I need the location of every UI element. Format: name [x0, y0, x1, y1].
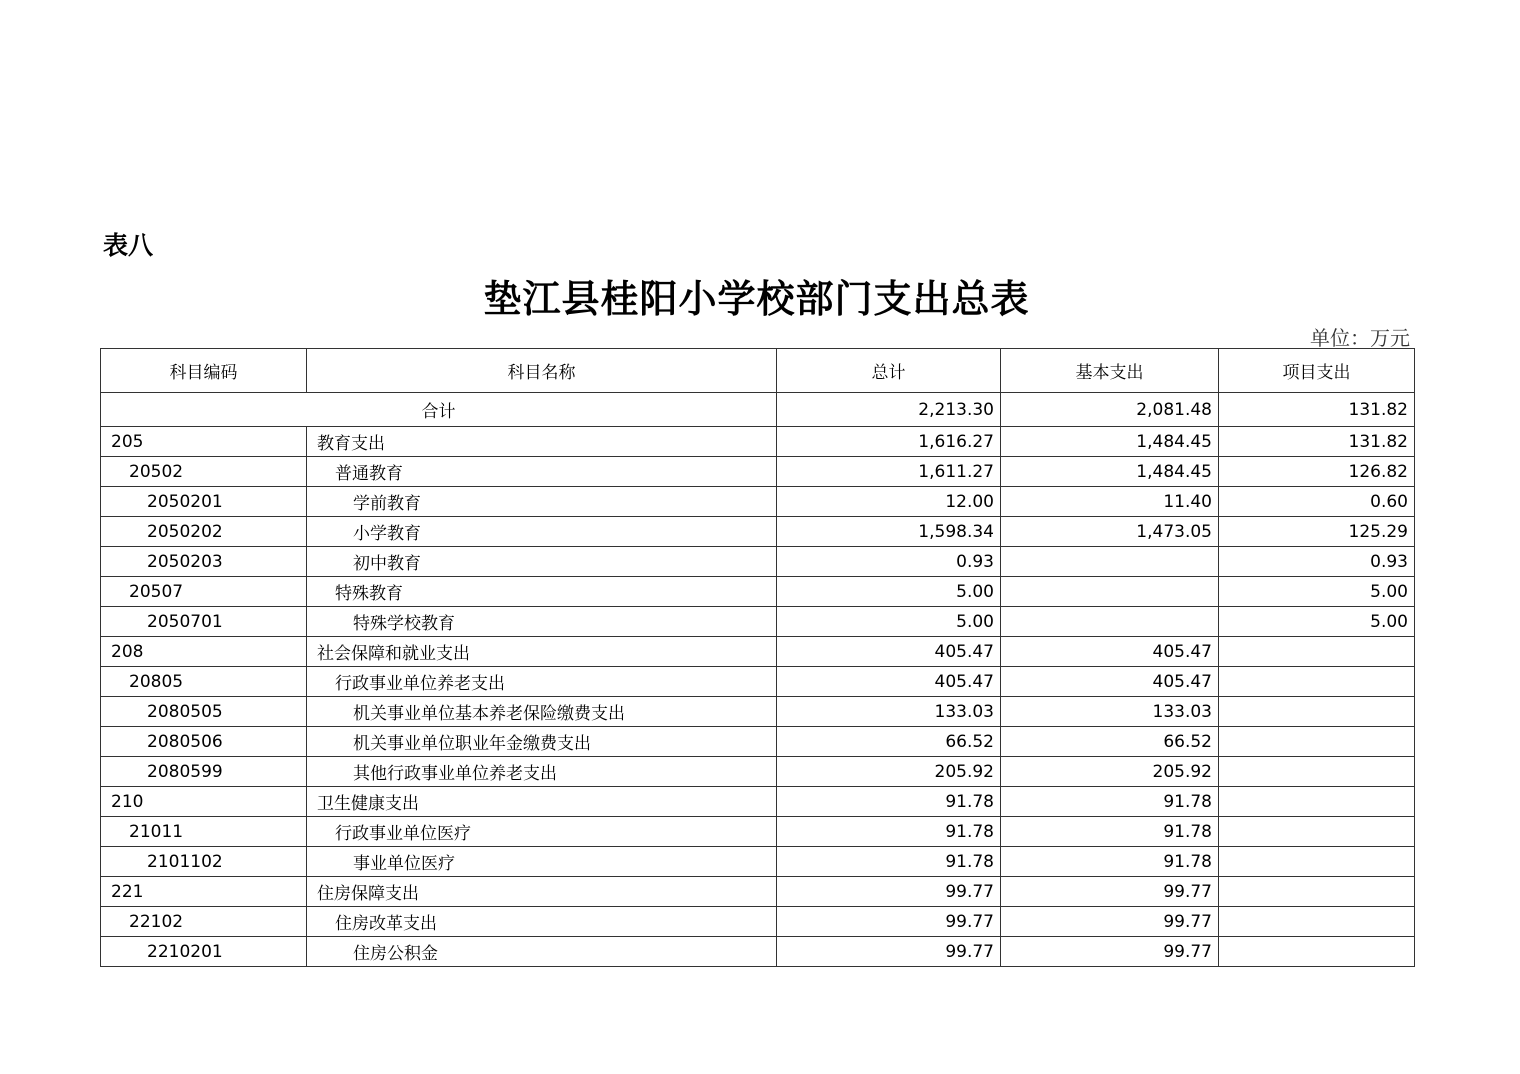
project-cell	[1219, 667, 1415, 697]
name-cell: 行政事业单位医疗	[307, 817, 777, 847]
total-label: 合计	[101, 393, 777, 427]
name-cell: 小学教育	[307, 517, 777, 547]
name-cell: 特殊教育	[307, 577, 777, 607]
basic-cell	[1001, 547, 1219, 577]
basic-cell: 99.77	[1001, 937, 1219, 967]
total-cell: 91.78	[777, 847, 1001, 877]
project-cell	[1219, 907, 1415, 937]
project-cell: 5.00	[1219, 607, 1415, 637]
basic-cell: 133.03	[1001, 697, 1219, 727]
name-cell: 特殊学校教育	[307, 607, 777, 637]
name-cell: 住房改革支出	[307, 907, 777, 937]
name-cell: 事业单位医疗	[307, 847, 777, 877]
project-cell: 0.60	[1219, 487, 1415, 517]
table-row	[101, 427, 1415, 457]
total-cell: 1,611.27	[777, 457, 1001, 487]
total-cell: 99.77	[777, 907, 1001, 937]
code-cell: 2050202	[101, 517, 307, 547]
code-cell: 2050201	[101, 487, 307, 517]
table-row	[101, 787, 1415, 817]
table-row	[101, 697, 1415, 727]
basic-cell: 91.78	[1001, 847, 1219, 877]
total-cell: 0.93	[777, 547, 1001, 577]
name-cell: 社会保障和就业支出	[307, 637, 777, 667]
code-cell: 210	[101, 787, 307, 817]
project-cell: 126.82	[1219, 457, 1415, 487]
project-cell	[1219, 727, 1415, 757]
table-row	[101, 517, 1415, 547]
project-cell: 131.82	[1219, 427, 1415, 457]
name-cell: 机关事业单位职业年金缴费支出	[307, 727, 777, 757]
header-total: 总计	[777, 349, 1001, 393]
header-name: 科目名称	[307, 349, 777, 393]
basic-cell: 91.78	[1001, 817, 1219, 847]
page-title: 垫江县桂阳小学校部门支出总表	[483, 276, 1030, 321]
basic-cell: 99.77	[1001, 877, 1219, 907]
basic-cell	[1001, 607, 1219, 637]
table-row	[101, 847, 1415, 877]
project-cell	[1219, 937, 1415, 967]
code-cell: 21011	[101, 817, 307, 847]
project-cell	[1219, 637, 1415, 667]
code-cell: 205	[101, 427, 307, 457]
table-row	[101, 457, 1415, 487]
total-cell: 12.00	[777, 487, 1001, 517]
basic-cell: 405.47	[1001, 637, 1219, 667]
code-cell: 2080506	[101, 727, 307, 757]
table-row	[101, 637, 1415, 667]
project-cell: 0.93	[1219, 547, 1415, 577]
table-row	[101, 547, 1415, 577]
code-cell: 2210201	[101, 937, 307, 967]
table-row	[101, 937, 1415, 967]
name-cell: 卫生健康支出	[307, 787, 777, 817]
header-project: 项目支出	[1219, 349, 1415, 393]
basic-cell: 205.92	[1001, 757, 1219, 787]
code-cell: 2050203	[101, 547, 307, 577]
unit-label: 单位：万元	[1310, 326, 1410, 350]
table-row	[101, 607, 1415, 637]
name-cell: 机关事业单位基本养老保险缴费支出	[307, 697, 777, 727]
total-cell: 99.77	[777, 937, 1001, 967]
project-cell	[1219, 877, 1415, 907]
table-row	[101, 727, 1415, 757]
project-cell	[1219, 757, 1415, 787]
name-cell: 教育支出	[307, 427, 777, 457]
code-cell: 2080505	[101, 697, 307, 727]
expenditure-table	[100, 348, 1415, 967]
header-code: 科目编码	[101, 349, 307, 393]
table-row	[101, 577, 1415, 607]
project-cell	[1219, 847, 1415, 877]
table-row	[101, 757, 1415, 787]
table-row	[101, 817, 1415, 847]
code-cell: 2101102	[101, 847, 307, 877]
basic-cell: 91.78	[1001, 787, 1219, 817]
header-basic: 基本支出	[1001, 349, 1219, 393]
name-cell: 住房公积金	[307, 937, 777, 967]
project-cell: 131.82	[1219, 393, 1415, 427]
basic-cell: 99.77	[1001, 907, 1219, 937]
basic-cell: 11.40	[1001, 487, 1219, 517]
total-cell: 5.00	[777, 577, 1001, 607]
project-cell: 125.29	[1219, 517, 1415, 547]
code-cell: 20805	[101, 667, 307, 697]
total-cell: 1,616.27	[777, 427, 1001, 457]
total-cell: 133.03	[777, 697, 1001, 727]
total-cell: 91.78	[777, 817, 1001, 847]
basic-cell: 66.52	[1001, 727, 1219, 757]
basic-cell: 1,484.45	[1001, 427, 1219, 457]
project-cell	[1219, 697, 1415, 727]
name-cell: 住房保障支出	[307, 877, 777, 907]
code-cell: 221	[101, 877, 307, 907]
table-row	[101, 667, 1415, 697]
total-cell: 5.00	[777, 607, 1001, 637]
total-cell: 2,213.30	[777, 393, 1001, 427]
code-cell: 22102	[101, 907, 307, 937]
name-cell: 其他行政事业单位养老支出	[307, 757, 777, 787]
total-cell: 91.78	[777, 787, 1001, 817]
code-cell: 20502	[101, 457, 307, 487]
total-cell: 205.92	[777, 757, 1001, 787]
basic-cell: 405.47	[1001, 667, 1219, 697]
total-cell: 405.47	[777, 637, 1001, 667]
name-cell: 行政事业单位养老支出	[307, 667, 777, 697]
name-cell: 普通教育	[307, 457, 777, 487]
project-cell: 5.00	[1219, 577, 1415, 607]
total-cell: 99.77	[777, 877, 1001, 907]
basic-cell: 1,473.05	[1001, 517, 1219, 547]
basic-cell: 2,081.48	[1001, 393, 1219, 427]
code-cell: 208	[101, 637, 307, 667]
total-cell: 66.52	[777, 727, 1001, 757]
project-cell	[1219, 817, 1415, 847]
name-cell: 初中教育	[307, 547, 777, 577]
total-cell: 405.47	[777, 667, 1001, 697]
table-label: 表八	[103, 231, 154, 260]
table-row	[101, 877, 1415, 907]
name-cell: 学前教育	[307, 487, 777, 517]
basic-cell	[1001, 577, 1219, 607]
header-row	[101, 349, 1415, 393]
table-row	[101, 907, 1415, 937]
code-cell: 2050701	[101, 607, 307, 637]
code-cell: 20507	[101, 577, 307, 607]
project-cell	[1219, 787, 1415, 817]
total-cell: 1,598.34	[777, 517, 1001, 547]
basic-cell: 1,484.45	[1001, 457, 1219, 487]
total-row	[101, 393, 1415, 427]
table-row	[101, 487, 1415, 517]
code-cell: 2080599	[101, 757, 307, 787]
